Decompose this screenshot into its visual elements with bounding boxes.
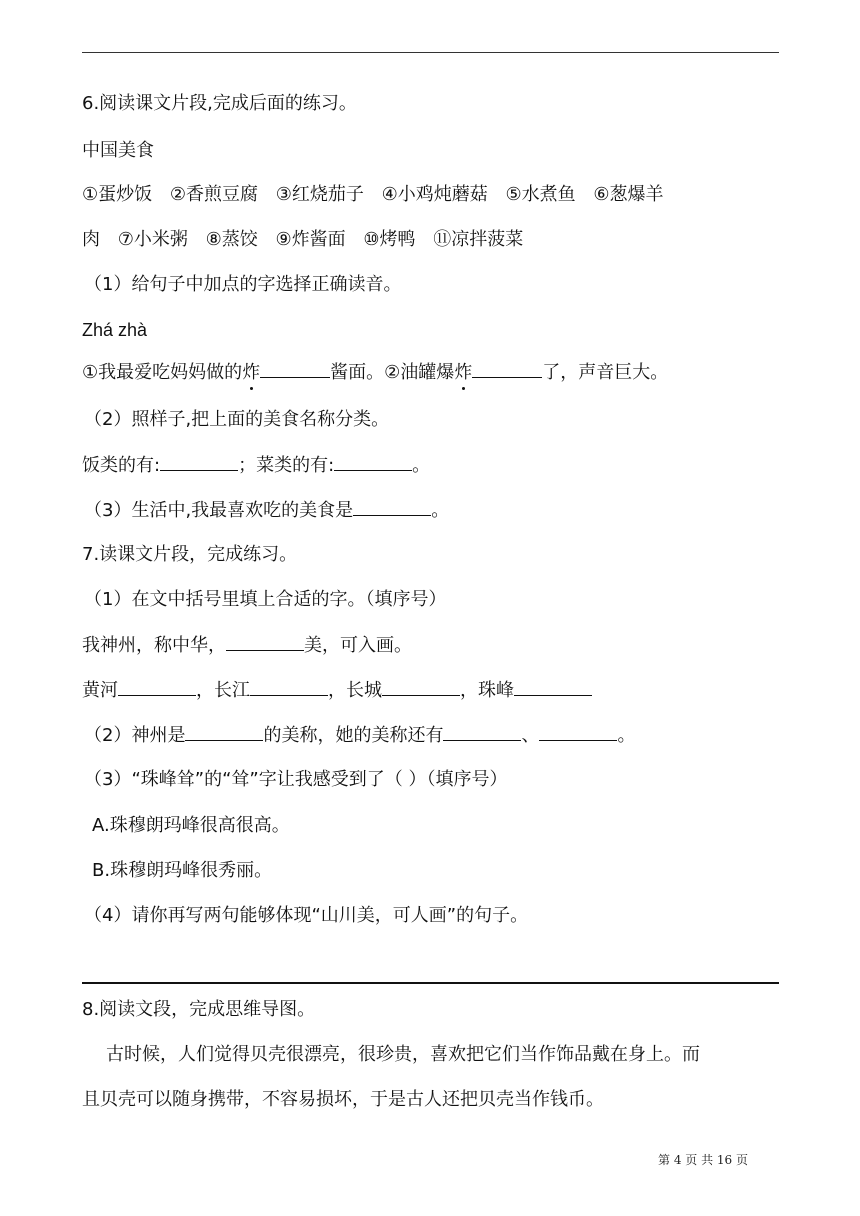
classify-label: ；菜类的有: (238, 455, 335, 476)
dotted-char: 炸 (242, 362, 261, 383)
food-item: ④小鸡炖蘑菇 (381, 184, 488, 205)
poem-text: ，珠峰 (460, 680, 514, 701)
q6-part1: （1）给句子中加点的字选择正确读音。 (84, 274, 402, 295)
option-b: B.珠穆朗玛峰很秀丽。 (92, 860, 273, 881)
dotted-char: 炸 (454, 362, 473, 383)
classify-label: 饭类的有: (82, 455, 161, 476)
part3-end: 。 (431, 500, 450, 521)
q6-heading: 中国美食 (82, 140, 154, 161)
food-item: ⑧蒸饺 (205, 229, 258, 250)
part3-text: （3）生活中,我最喜欢吃的美食是 (84, 500, 354, 521)
food-item: ⑤水煮鱼 (505, 184, 576, 205)
sentence-text: 了，声音巨大。 (542, 362, 669, 383)
q6-classify (82, 453, 430, 478)
poem-text: ，长城 (328, 680, 382, 701)
option-a: A.珠穆朗玛峰很高很高。 (92, 815, 290, 836)
poem-text: 美，可入画。 (304, 635, 412, 656)
answer-blank[interactable] (443, 723, 521, 741)
food-item: ⑨炸酱面 (275, 229, 346, 250)
q6-foods-line2 (82, 228, 523, 252)
food-item: ③红烧茄子 (275, 184, 364, 205)
poem-text: ，长江 (196, 680, 250, 701)
food-item: ⑦小米粥 (117, 229, 188, 250)
classify-end: 。 (412, 455, 431, 476)
answer-blank[interactable] (185, 723, 263, 741)
food-item: 肉 (82, 229, 100, 250)
q8-title: 8.阅读文段，完成思维导图。 (82, 999, 316, 1020)
food-item: ⑩烤鸭 (363, 229, 416, 250)
answer-blank[interactable] (539, 723, 617, 741)
answer-blank[interactable] (250, 678, 328, 696)
q6-part2: （2）照样子,把上面的美食名称分类。 (84, 409, 390, 430)
pinyin-options: Zhá zhà (82, 320, 148, 340)
food-item: ⑥葱爆羊 (593, 184, 664, 205)
food-item: ②香煎豆腐 (169, 184, 259, 205)
answer-blank[interactable] (160, 453, 238, 471)
poem-text: 我神州，称中华， (82, 635, 226, 656)
q7-part4: （4）请你再写两句能够体现“山川美，可人画”的句子。 (84, 905, 529, 926)
answer-blank[interactable] (382, 678, 460, 696)
answer-blank[interactable] (334, 453, 412, 471)
part2-text: 、 (521, 725, 540, 746)
answer-blank[interactable] (226, 633, 304, 651)
answer-blank[interactable] (514, 678, 592, 696)
q6-pronunciation-sentence (82, 360, 668, 385)
q6-title: 6.阅读课文片段,完成后面的练习。 (82, 93, 357, 114)
q7-line2 (82, 678, 592, 703)
part2-text: 的美称，她的美称还有 (263, 725, 444, 746)
section-divider (82, 982, 779, 984)
food-item: ⑪凉拌菠菜 (433, 229, 524, 250)
q7-part3: （3）“珠峰耸”的“耸”字让我感受到了（ ）（填序号） (84, 769, 508, 790)
answer-blank[interactable] (472, 360, 542, 378)
header-rule (82, 52, 779, 53)
answer-blank[interactable] (260, 360, 330, 378)
q6-part3 (84, 498, 449, 523)
q8-paragraph-line2: 且贝壳可以随身携带，不容易损坏，于是古人还把贝壳当作钱币。 (82, 1089, 604, 1110)
sentence-text: ①我最爱吃妈妈做的 (82, 362, 243, 383)
poem-text: 黄河 (82, 680, 118, 701)
part2-end: 。 (617, 725, 636, 746)
q7-title: 7.读课文片段，完成练习。 (82, 544, 298, 565)
food-item: ①蛋炒饭 (82, 184, 153, 205)
q7-line1 (82, 633, 412, 658)
sentence-text: 酱面。②油罐爆 (330, 362, 455, 383)
q8-paragraph-line1: 古时候，人们觉得贝壳很漂亮，很珍贵，喜欢把它们当作饰品戴在身上。而 (106, 1044, 700, 1065)
q7-part2 (84, 723, 635, 748)
part2-text: （2）神州是 (84, 725, 186, 746)
answer-blank[interactable] (353, 498, 431, 516)
q7-part1: （1）在文中括号里填上合适的字。（填序号） (84, 589, 447, 610)
page-footer: 第 4 页 共 16 页 (658, 1153, 748, 1167)
q6-foods-line1 (82, 183, 664, 207)
answer-blank[interactable] (118, 678, 196, 696)
